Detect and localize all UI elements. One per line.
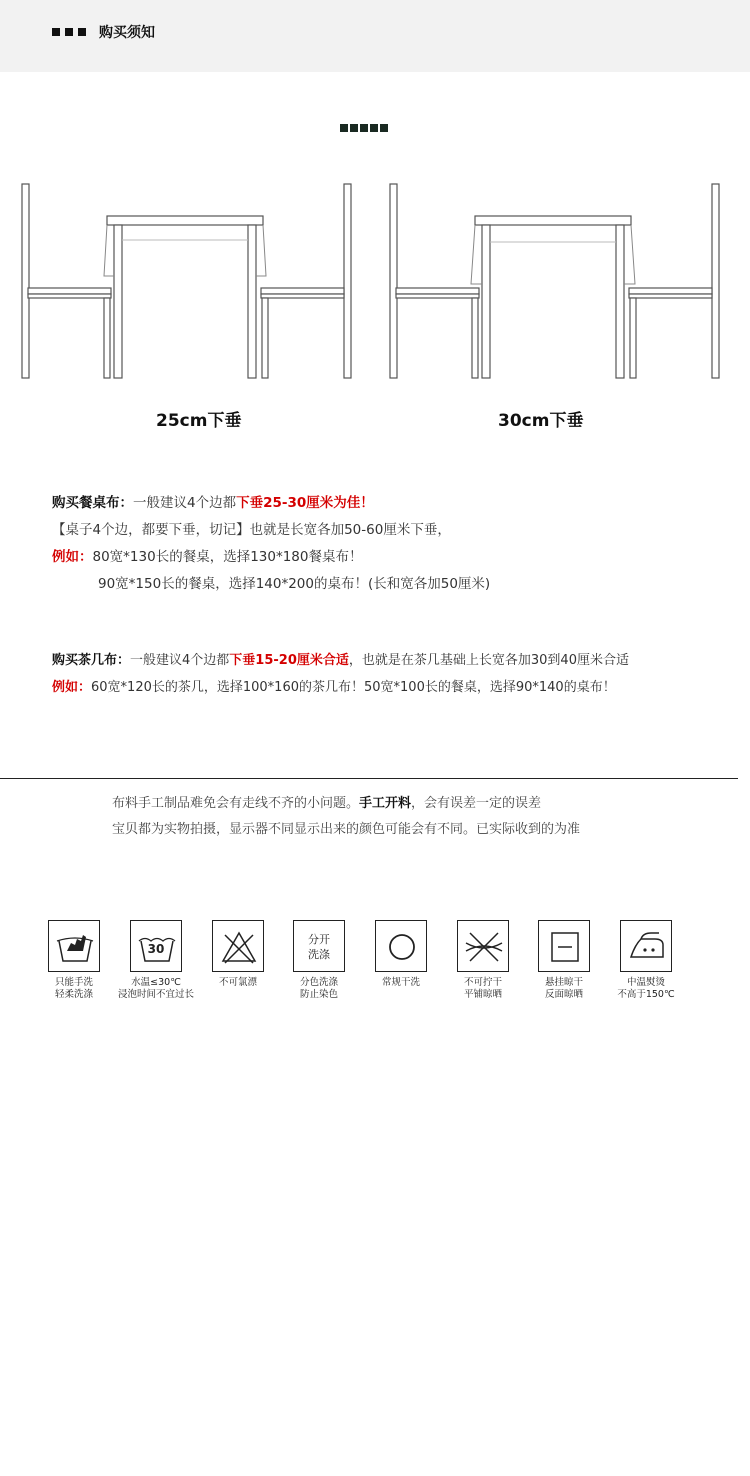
- coffee-highlight: 下垂15-20厘米合适: [229, 653, 349, 668]
- care-label: 水温≤30℃ 浸泡时间不宜过长: [117, 977, 194, 1000]
- note-line-2: 宝贝都为实物拍摄，显示器不同显示出来的颜色可能会有不同。已实际收到的为准: [112, 822, 581, 837]
- dining-line-3: [52, 545, 362, 565]
- note-text: 布料手工制品难免会有走线不齐的小问题。: [112, 796, 360, 811]
- care-label: 不可拧干 平铺晾晒: [463, 977, 502, 1000]
- example-label: 例如：: [52, 680, 92, 695]
- icon-text: 分开: [308, 933, 330, 946]
- care-label: 悬挂晾干 反面晾晒: [544, 977, 583, 1000]
- wash-temp: 30: [147, 942, 165, 956]
- header-bar: [0, 0, 750, 72]
- note-bold: 手工开料: [359, 796, 412, 811]
- dining-line-2: 【桌子4个边，都要下垂，切记】也就是长宽各加50-60厘米下垂，: [52, 522, 451, 538]
- square-bullet-icon: [65, 28, 73, 36]
- dining-text: 一般建议4个边都: [133, 495, 237, 511]
- dining-example-2: 90宽*150长的餐桌，选择140*200的桌布！(长和宽各加50厘米): [98, 576, 491, 592]
- note-text: ，会有误差一定的误差: [411, 796, 542, 811]
- section-dots: [340, 117, 390, 126]
- care-label: 不可氯漂: [218, 977, 257, 988]
- dining-example-1: 80宽*130长的餐桌，选择130*180餐桌布！: [92, 549, 363, 565]
- square-bullet-icon: [78, 28, 86, 36]
- page-title: 购买须知: [99, 25, 155, 41]
- dining-highlight: 下垂25-30厘米为佳！: [236, 495, 374, 511]
- coffee-example: 60宽*120长的茶几，选择100*160的茶几布！50宽*100长的餐桌，选择90*140的桌布！: [91, 680, 616, 695]
- coffee-text: 一般建议4个边都: [130, 653, 230, 668]
- diagram-caption: 30cm下垂: [498, 411, 584, 431]
- diagram-caption: 25cm下垂: [156, 411, 242, 431]
- table-drape-diagram-30: [386, 180, 726, 380]
- note-line-1: [112, 792, 541, 811]
- care-label: 分色洗涤 防止染色: [299, 977, 338, 1000]
- coffee-line-1: [52, 649, 629, 668]
- no-bleach-icon: [212, 920, 264, 972]
- care-label: 中温熨烫 不高于150℃: [617, 977, 675, 1000]
- square-bullet-icon: [52, 28, 60, 36]
- table-drape-diagram-25: [18, 180, 358, 380]
- dry-clean-icon: [375, 920, 427, 972]
- icon-text: 洗涤: [308, 948, 330, 961]
- hand-wash-icon: [48, 920, 100, 972]
- divider: [0, 778, 738, 779]
- coffee-text-2: ，也就是在茶几基础上长宽各加30到40厘米合适: [348, 653, 629, 668]
- care-label: 只能手洗 轻柔洗涤: [54, 977, 93, 1000]
- example-label: 例如：: [52, 549, 93, 565]
- line-dry-icon: [538, 920, 590, 972]
- iron-medium-icon: [620, 920, 672, 972]
- care-label: 常规干洗: [381, 977, 420, 988]
- dining-label: 购买餐桌布：: [52, 495, 133, 511]
- wash-30-icon: [130, 920, 182, 972]
- no-wring-icon: [457, 920, 509, 972]
- coffee-line-2: [52, 676, 616, 695]
- separate-wash-icon: [293, 920, 345, 972]
- dining-line-1: [52, 491, 374, 511]
- coffee-label: 购买茶几布：: [52, 653, 131, 668]
